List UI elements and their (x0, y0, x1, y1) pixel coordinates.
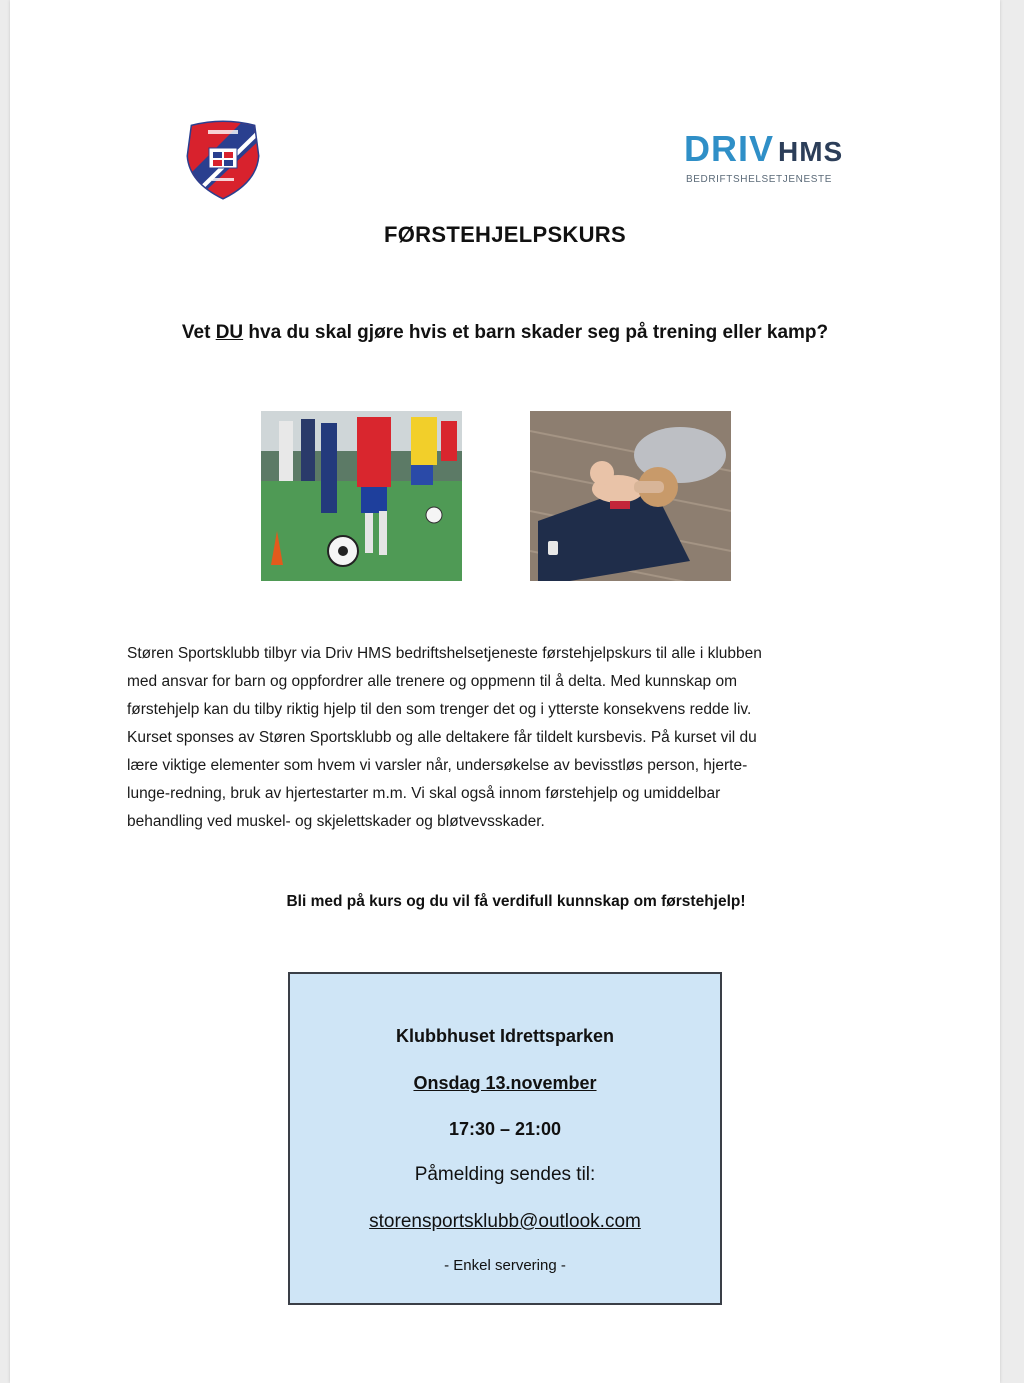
question-before: Vet (181, 322, 216, 343)
body-line: lunge-redning, bruk av hjertestarter m.m. Vi skal også innom førstehjelp og umiddelbar (127, 785, 721, 802)
call-to-action: Bli med på kurs og du vil få verdifull kunnskap om førstehjelp! (286, 893, 746, 910)
event-time: 17:30 – 21:00 (448, 1119, 562, 1139)
club-shield-logo-icon (178, 116, 268, 202)
body-line: Kurset sponses av Støren Sportsklubb og alle deltakere får tildelt kursbevis. På kurset vil du (127, 729, 757, 746)
driv-hms-logo (684, 128, 874, 190)
body-line: førstehjelp kan du tilby riktig hjelp til den som trenger det og i ytterste konsekvens redde liv. (127, 701, 752, 718)
question-heading (10, 322, 1000, 344)
body-line: Støren Sportsklubb tilbyr via Driv HMS bedriftshelsetjeneste førstehjelpskurs til alle i klubben (127, 645, 762, 662)
question-after: hva du skal gjøre hvis et barn skader seg på trening eller kamp? (243, 322, 829, 343)
body-line: med ansvar for barn og oppfordrer alle trenere og oppmenn til å delta. Med kunnskap om (127, 673, 738, 690)
signup-label: Påmelding sendes til: (414, 1164, 596, 1185)
event-date: Onsdag 13.november (413, 1073, 597, 1093)
children-football-photo-icon (261, 411, 462, 581)
driv-logo-subtitle: BEDRIFTSHELSETJENESTE (686, 174, 832, 185)
signup-email-link[interactable]: storensportsklubb@outlook.com (369, 1211, 641, 1232)
cpr-training-photo-icon (530, 411, 731, 581)
body-line: behandling ved muskel- og skjelettskader og bløtvevsskader. (127, 813, 545, 830)
event-venue: Klubbhuset Idrettsparken (395, 1026, 615, 1046)
driv-logo-word: DRIV (684, 128, 775, 169)
page-title: FØRSTEHJELPSKURS (384, 222, 626, 247)
serving-note: - Enkel servering - (444, 1257, 566, 1274)
question-emphasis: DU (215, 322, 244, 343)
event-info-box (288, 972, 722, 1305)
driv-logo-suffix: HMS (778, 136, 844, 167)
document-page (10, 0, 1000, 1383)
body-line: lære viktige elementer som hvem vi varsler når, undersøkelse av bevisstløs person, hjerte- (127, 757, 748, 774)
driv-logo-wordmark (684, 128, 843, 170)
course-description (127, 640, 897, 836)
